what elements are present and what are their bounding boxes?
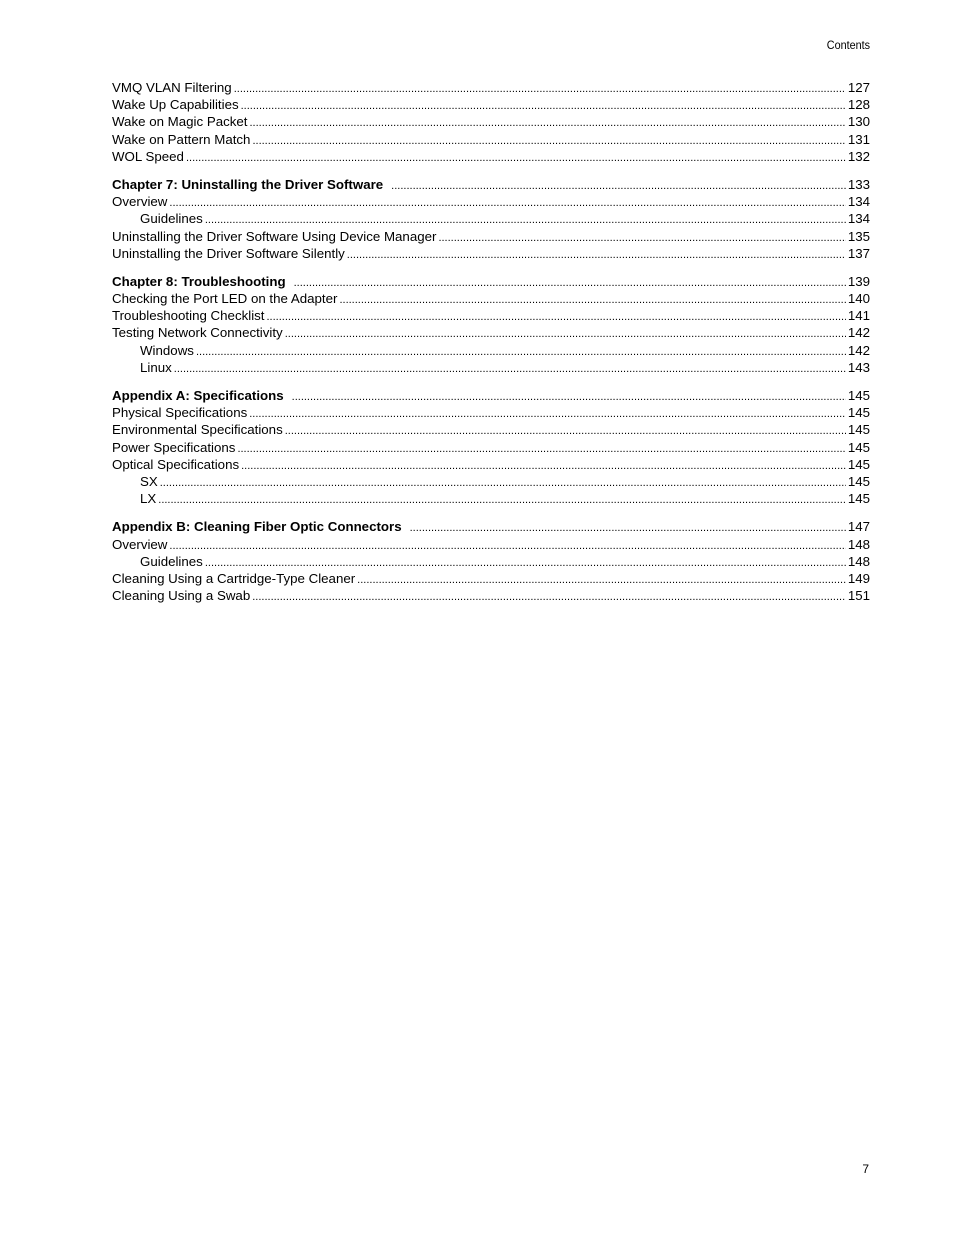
toc-entry[interactable] [112,490,870,507]
toc-entry-page: 133 [847,176,870,192]
toc-entry-page: 135 [847,228,870,244]
toc-entry-page: 128 [847,97,870,113]
toc-entry[interactable] [112,113,870,130]
toc-entry-title: Chapter 7: Uninstalling the Driver Software [112,176,384,192]
toc-entry-title: Cleaning Using a Swab [112,588,251,604]
toc-entry-page: 139 [847,273,870,289]
toc-entry-page: 127 [847,80,870,95]
toc-dot-leader [252,131,845,148]
toc-entry-page: 145 [847,491,870,507]
toc-entry-title: Power Specifications [112,439,236,455]
toc-entry-title: Optical Specifications [112,456,240,472]
toc-dot-leader [241,456,846,473]
toc-dot-leader [252,587,846,604]
toc-entry[interactable] [112,245,870,262]
table-of-contents [112,79,870,615]
toc-section [112,387,870,507]
toc-entry[interactable] [112,96,870,113]
toc-dot-leader [169,193,845,210]
toc-entry-title: Linux [140,359,172,375]
toc-entry[interactable] [112,324,870,341]
toc-entry-title: VMQ VLAN Filtering [112,80,232,95]
toc-chapter-entry[interactable] [112,176,870,193]
toc-entry-title: LX [140,491,157,507]
toc-entry-page: 149 [847,570,870,586]
toc-entry-title: Physical Specifications [112,405,248,421]
toc-entry-page: 130 [847,114,870,130]
toc-section [112,273,870,376]
toc-entry-page: 151 [847,588,870,604]
toc-dot-leader [205,210,846,227]
toc-entry[interactable] [112,228,870,245]
toc-entry[interactable] [112,342,870,359]
toc-entry-page: 148 [847,553,870,569]
toc-entry[interactable] [112,473,870,490]
toc-dot-leader [169,536,845,553]
toc-chapter-entry[interactable] [112,387,870,404]
toc-dot-leader [250,113,846,130]
toc-entry-page: 145 [847,456,870,472]
toc-entry[interactable] [112,421,870,438]
toc-entry-page: 142 [847,325,870,341]
toc-section [112,79,870,165]
toc-entry-title: Guidelines [140,553,203,569]
toc-dot-leader [160,473,846,490]
toc-entry-title: Appendix A: Specifications [112,388,284,403]
toc-dot-leader [294,273,846,290]
toc-section [112,176,870,262]
toc-entry-title: SX [140,473,158,489]
toc-entry[interactable] [112,439,870,456]
toc-entry-title: Guidelines [140,211,203,227]
toc-dot-leader [347,245,846,262]
toc-entry-page: 147 [847,519,870,535]
toc-dot-leader [410,518,846,535]
toc-dot-leader [249,404,846,421]
toc-entry[interactable] [112,536,870,553]
toc-dot-leader [241,96,846,113]
toc-entry[interactable] [112,210,870,227]
toc-entry-title: Environmental Specifications [112,422,283,438]
toc-entry-page: 145 [847,439,870,455]
toc-entry-title: Checking the Port LED on the Adapter [112,291,338,307]
toc-entry-title: Overview [112,194,168,210]
toc-entry-title: Troubleshooting Checklist [112,308,265,324]
toc-entry-page: 148 [847,536,870,552]
toc-entry-page: 141 [847,308,870,324]
toc-dot-leader [391,176,846,193]
toc-entry[interactable] [112,79,870,96]
toc-entry-page: 132 [847,148,870,164]
page-number: 7 [862,1162,869,1176]
toc-entry-title: Cleaning Using a Cartridge-Type Cleaner [112,570,356,586]
toc-dot-leader [237,439,845,456]
toc-entry-page: 145 [847,388,870,403]
toc-entry[interactable] [112,359,870,376]
toc-entry-title: Wake Up Capabilities [112,97,239,113]
toc-entry-page: 143 [847,359,870,375]
toc-dot-leader [196,342,846,359]
toc-entry[interactable] [112,148,870,165]
toc-chapter-entry[interactable] [112,273,870,290]
toc-entry[interactable] [112,131,870,148]
toc-entry[interactable] [112,404,870,421]
toc-entry[interactable] [112,307,870,324]
toc-entry-page: 131 [847,131,870,147]
toc-entry-title: Appendix B: Cleaning Fiber Optic Connectors [112,519,402,535]
toc-entry-title: WOL Speed [112,148,184,164]
toc-entry-title: Chapter 8: Troubleshooting [112,273,286,289]
toc-entry-page: 134 [847,211,870,227]
toc-entry-title: Uninstalling the Driver Software Silently [112,245,345,261]
toc-entry[interactable] [112,570,870,587]
toc-dot-leader [339,290,845,307]
toc-dot-leader [438,228,845,245]
toc-entry-page: 145 [847,405,870,421]
toc-entry-title: Overview [112,536,168,552]
toc-dot-leader [267,307,846,324]
toc-entry-page: 142 [847,342,870,358]
toc-entry-page: 134 [847,194,870,210]
toc-dot-leader [285,324,846,341]
toc-dot-leader [174,359,846,376]
toc-dot-leader [285,421,846,438]
toc-chapter-entry[interactable] [112,518,870,535]
toc-dot-leader [158,490,846,507]
running-header: Contents [826,38,870,52]
toc-entry-title: Wake on Magic Packet [112,114,248,130]
toc-entry-page: 140 [847,291,870,307]
toc-entry-page: 137 [847,245,870,261]
toc-entry-title: Testing Network Connectivity [112,325,283,341]
toc-section [112,518,870,604]
toc-entry-title: Uninstalling the Driver Software Using Device Manager [112,228,437,244]
toc-entry[interactable] [112,193,870,210]
toc-dot-leader [357,570,846,587]
toc-dot-leader [292,387,846,404]
toc-entry-title: Windows [140,342,194,358]
toc-entry[interactable] [112,553,870,570]
toc-dot-leader [205,553,846,570]
toc-entry-title: Wake on Pattern Match [112,131,251,147]
toc-entry-page: 145 [847,473,870,489]
toc-entry[interactable] [112,587,870,604]
toc-entry[interactable] [112,290,870,307]
toc-dot-leader [186,148,846,165]
toc-entry-page: 145 [847,422,870,438]
toc-entry[interactable] [112,456,870,473]
toc-dot-leader [234,79,846,96]
